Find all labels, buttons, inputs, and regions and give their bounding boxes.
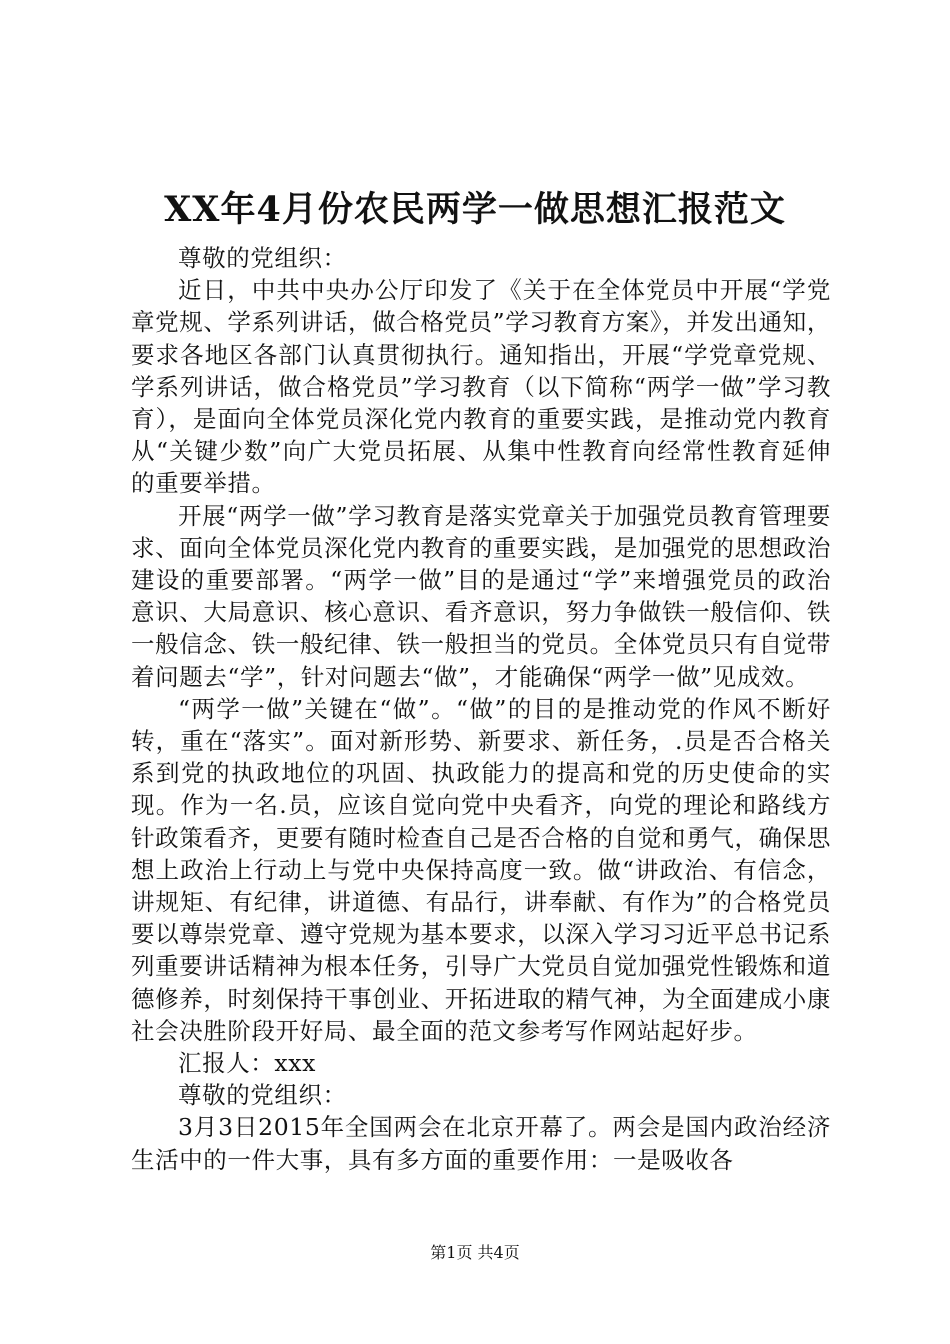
- signature-line: 汇报人：xxx: [178, 1049, 316, 1078]
- paragraph: “两学一做”关键在“做”。“做”的目的是推动党的作风不断好转，重在“落实”。面对新形势、新要求、新任务，.员是否合格关系到党的执政地位的巩固、执政能力的提高和党的历史使命的实现。作为一名.员，应该自觉向党中央看齐，向党的理论和路线方针政策看齐，更要有随时检查自己是否合格的自觉和勇气，确保思想上政治上行动上与党中央保持高度一致。做“讲政治、有信念，讲规矩、有纪律，讲道德、有品行，讲奉献、有作为”的合格党员要以尊崇党章、遵守党规为基本要求，以深入学习习近平总书记系列重要讲话精神为根本任务，引导广大党员自觉加强党性锻炼和道德修养，时刻保持干事创业、开拓进取的精气神，为全面建成小康社会决胜阶段开好局、最全面的范文参考写作网站起好步。: [131, 694, 831, 1045]
- salutation: 尊敬的党组织：: [178, 244, 347, 272]
- page-number-footer: 第1页 共4页: [430, 1243, 520, 1262]
- document-body: [131, 242, 831, 1176]
- document-title: XX年4月份农民两学一做思想汇报范文: [164, 189, 786, 230]
- paragraph: 近日，中共中央办公厅印发了《关于在全体党员中开展“学党章党规、学系列讲话，做合格党员”学习教育方案》，并发出通知，要求各地区各部门认真贯彻执行。通知指出，开展“学党章党规、学系列讲话，做合格党员”学习教育（以下简称“两学一做”学习教育），是面向全体党员深化党内教育的重要实践，是推动党内教育从“关键少数”向广大党员拓展、从集中性教育向经常性教育延伸的重要举措。: [131, 276, 831, 498]
- salutation: 尊敬的党组织：: [178, 1081, 347, 1110]
- paragraph: 3月3日2015年全国两会在北京开幕了。两会是国内政治经济生活中的一件大事，具有多方面的重要作用：一是吸收各: [131, 1113, 831, 1174]
- paragraph: 开展“两学一做”学习教育是落实党章关于加强党员教育管理要求、面向全体党员深化党内教育的重要实践，是加强党的思想政治建设的重要部署。“两学一做”目的是通过“学”来增强党员的政治意识、大局意识、核心意识、看齐意识，努力争做铁一般信仰、铁一般信念、铁一般纪律、铁一般担当的党员。全体党员只有自觉带着问题去“学”，针对问题去“做”，才能确保“两学一做”见成效。: [131, 501, 831, 691]
